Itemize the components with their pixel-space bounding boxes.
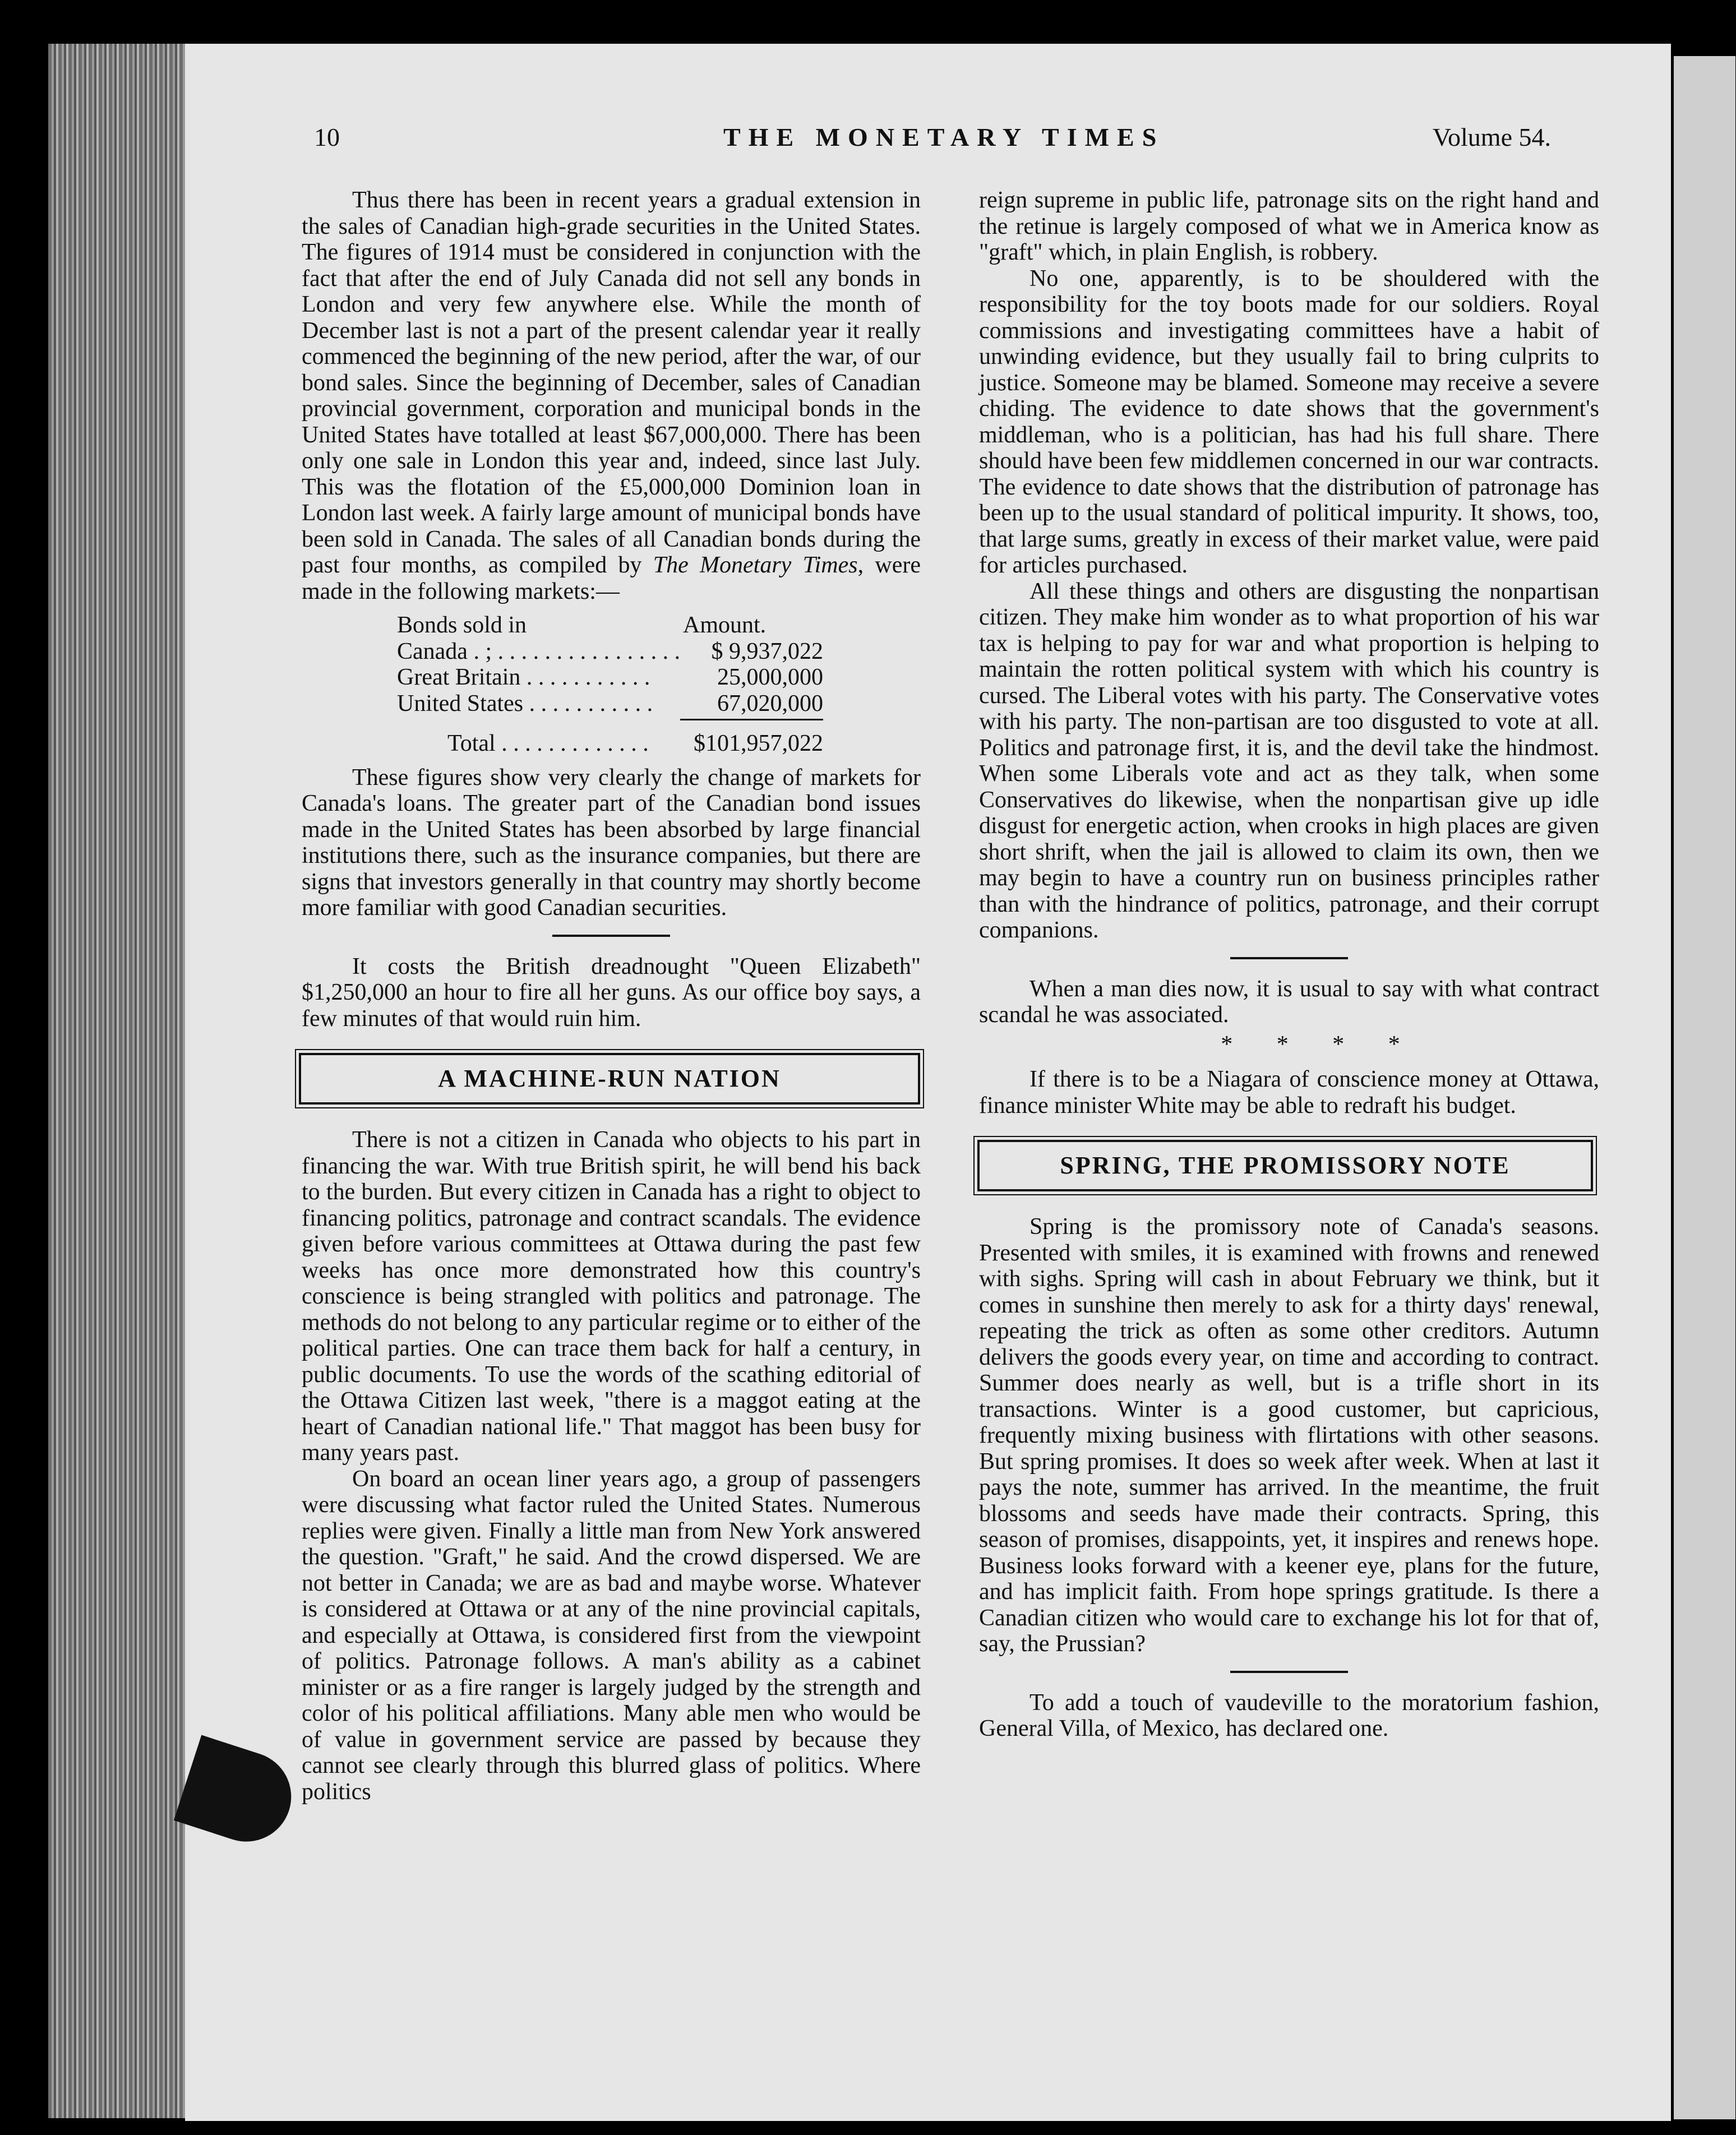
article-title: SPRING, THE PROMISSORY NOTE bbox=[1060, 1151, 1511, 1179]
paragraph: If there is to be a Niagara of conscience money at Ottawa, finance minister White may be able to redraft his budget. bbox=[979, 1066, 1599, 1119]
volume-label: Volume 54. bbox=[1432, 123, 1551, 151]
paragraph: On board an ocean liner years ago, a group of passengers were discussing what factor ruled the United States. Numerous replies were given. Finally a little man from New York answered the question. "Graft," he said. And the crowd dispersed. We are not better in Canada; we are as bad and maybe worse. Whatever is considered at Ottawa or at any of the nine provincial capitals, and especially at Ottawa, is considered first from the viewpoint of politics. Patronage follows. A man's ability as a cabinet minister or as a fire ranger is largely judged by the strength and color of his political affiliations. Many able men who would be of value in government service are passed by because they cannot see clearly through this blurred glass of politics. Where politics bbox=[302, 1466, 921, 1805]
left-column bbox=[302, 187, 921, 1805]
table-row: Great Britain . . . . . . . . . . . 25,000,000 bbox=[397, 664, 823, 690]
paragraph: No one, apparently, is to be shouldered with the responsibility for the toy boots made for our soldiers. Royal commissions and investigating committees have a habit of unwinding evidence, but they usually fail to bring culprits to justice. Someone may be blamed. Someone may receive a severe chiding. The evidence to date shows that the government's middleman, who is a politician, has had his full share. There should have been few middlemen concerned in our war contracts. The evidence to date shows that the distribution of patronage has been up to the usual standard of political impurity. It shows, too, that large sums, greatly in excess of their market value, were paid for articles purchased. bbox=[979, 265, 1599, 578]
paragraph: Thus there has been in recent years a gradual extension in the sales of Canadian high-grade securities in the United States. The figures of 1914 must be considered in conjunction with the fact that after the end of July Canada did not sell any bonds in London and very few anywhere else. While the month of December last is not a part of the present calendar year it really commenced the beginning of the new period, after the war, of our bond sales. Since the beginning of December, sales of Canadian provincial government, corporation and municipal bonds in the United States have totalled at least $67,000,000. There has been only one sale in London this year and, indeed, since last July. This was the flotation of the £5,000,000 Dominion loan in London last week. A fairly large amount of municipal bonds have been sold in Canada. The sales of all Canadian bonds during the past four months, as compiled by The Monetary Times, were made in the following markets:— bbox=[302, 187, 921, 604]
paragraph: All these things and others are disgusting the nonpartisan citizen. They make him wonder as to what proportion of his war tax is helping to pay for war and what proportion is helping to maintain the rotten political system with which his country is cursed. The Liberal votes with his party. The Conservative votes with his party. The non-partisan are too disgusted to vote at all. Politics and patronage first, it is, and the devil take the hindmost. When some Liberals vote and act as they talk, when some Conservatives do likewise, when the nonpartisan give up idle disgust for energetic action, when crooks in high places are given short shrift, when the jail is allowed to claim its own, then we may begin to have a country run on business principles rather than with the hindrance of politics, patronage, and their corrupt companions. bbox=[979, 578, 1599, 943]
article-title: A MACHINE-RUN NATION bbox=[438, 1064, 781, 1092]
table-row: United States . . . . . . . . . . . 67,020,000 bbox=[397, 690, 823, 717]
paragraph: These figures show very clearly the change of markets for Canada's loans. The greater part of the Canadian bond issues made in the United States has been absorbed by large financial institutions there, such as the insurance companies, but there are signs that investors generally in that country may shortly become more familiar with good Canadian securities. bbox=[302, 764, 921, 921]
total-rule bbox=[680, 719, 823, 720]
paragraph: To add a touch of vaudeville to the moratorium fashion, General Villa, of Mexico, has declared one. bbox=[979, 1689, 1599, 1741]
masthead: THE MONETARY TIMES bbox=[723, 123, 1165, 151]
table-total-row: Total . . . . . . . . . . . . . $101,957,022 bbox=[447, 731, 823, 756]
table-header-row: Bonds sold in Amount. bbox=[397, 612, 767, 638]
article-heading-box bbox=[977, 1140, 1593, 1191]
section-divider bbox=[1230, 1671, 1348, 1673]
paragraph: It costs the British dreadnought "Queen Elizabeth" $1,250,000 an hour to fire all her guns. As our office boy says, a few minutes of that would ruin him. bbox=[302, 953, 921, 1032]
section-divider bbox=[1230, 957, 1348, 959]
paragraph: When a man dies now, it is usual to say with what contract scandal he was associated. bbox=[979, 976, 1599, 1028]
paragraph: Spring is the promissory note of Canada's seasons. Presented with smiles, it is examined with frowns and renewed with sighs. Spring will cash in about February we think, but it comes in sunshine then merely to ask for a thirty days' renewal, repeating the trick as often as some other creditors. Autumn delivers the goods every year, on time and according to contract. Summer does nearly as well, but is a trifle short in its transactions. Winter is a good customer, but capricious, frequently mixing business with flirtations with other seasons. But spring promises. It does so week after week. When at last it pays the note, summer has arrived. In the meantime, the fruit blossoms and seeds have made their contracts. Spring, this season of promises, disappoints, yet, it inspires and renews hope. Business looks forward with a keener eye, plans for the future, and has implicit faith. From hope springs gratitude. Is there a Canadian citizen who would care to exchange his lot for that of, say, the Prussian? bbox=[979, 1214, 1599, 1657]
right-column bbox=[979, 187, 1599, 1742]
book-page-edges bbox=[48, 44, 194, 2118]
table-row: Canada . ; . . . . . . . . . . . . . . . . $ 9,937,022 bbox=[397, 638, 823, 664]
section-stars: * * * * bbox=[1221, 1031, 1419, 1057]
bond-sales-table bbox=[397, 612, 823, 757]
section-divider bbox=[552, 935, 670, 937]
article-heading-box bbox=[299, 1053, 920, 1105]
facing-page-gutter bbox=[1674, 56, 1735, 2119]
paragraph: There is not a citizen in Canada who objects to his part in financing the war. With true British spirit, he will bend his back to the burden. But every citizen in Canada has a right to object to financing politics, patronage and contract scandals. The evidence given before various committees at Ottawa during the past few weeks has once more demonstrated how this country's conscience is being strangled with politics and patronage. The methods do not belong to any particular regime or to either of the political parties. One can trace them back for half a century, in public documents. To use the words of the scathing editorial of the Ottawa Citizen last week, "there is a maggot eating at the heart of Canadian national life." That maggot has been busy for many years past. bbox=[302, 1127, 921, 1466]
running-header bbox=[314, 122, 1691, 156]
page-number: 10 bbox=[314, 123, 340, 151]
paragraph: reign supreme in public life, patronage sits on the right hand and the retinue is largely composed of what we in America know as "graft" which, in plain English, is robbery. bbox=[979, 187, 1599, 265]
